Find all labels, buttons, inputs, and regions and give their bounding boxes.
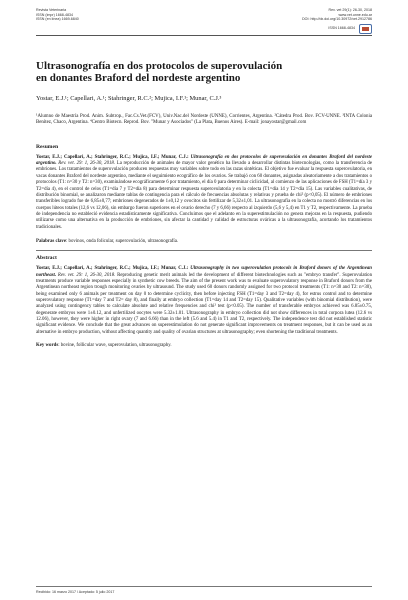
- resumen-citation-title: Ultrasonografía en dos protocolos de superovulación en donantes Braford del nordeste argentino.: [36, 154, 373, 167]
- resumen-body: La reproducción de animales de mayor valor genético ha llevado a desarrollar distintas biotecnologías, como la transferencia de embriones. Los tratamientos de superovulación producen respuestas muy variables sobre todo en las razas sintéticas. El objetivo fue evaluar la respuesta superovulatoria, en vacas donantes Braford del nordeste argentino, mediante el seguimiento ecográfico de los ovarios. Se trabajó con 60 donantes, asignadas aleatoriamente a dos tratamientos o protocolos (T1: n=30 y T2: n=30), examinándose ecográficamente 6 por tratamiento, el día 0 para determinar ciclicidad, al comienzo de las aplicaciones de FSH (T1=día 3 y T2=día 4), en el control de celos (T1=día 7 y T2=día 8) para determinar respuesta superovulatoria y en la colecta (T1=día 14 y T2=día 15). Las variables cualitativas, de distribución binomial, se analizaron mediante tablas de contingencia para el cálculo de frecuencias absolutas y relativas y prueba de chi² (p<0,05). El número de embriones transferibles logrado fue de 6,85±0,77; embriones degenerados de 1±0,12 y ovocitos sin fertilizar de 5,32±1,01. La ultrasonografía en la colecta no mostró diferencias en los cuerpos lúteos totales (12,6 vs 12,06), sin embargo fueron superiores en el ovario derecho (7 y 6,66) respecto al izquierdo (5,6 y 5,4) en T1 y T2, respectivamente. La prueba de independencia no estableció evidencia estadísticamente significativa. Concluimos que el adelanto en la superestimulación no genera mejoras en la respuesta, pudiendo utilizarse como una alternativa en la producción de embriones, sin afectar la cantidad y calidad de estructuras ováricas a la ultrasonografía, acortando los tratamientos tradicionales.: [36, 161, 372, 230]
- journal-info: [36, 8, 79, 34]
- key-words-text: : bovine, follicular wave, superovulation, ultrasonography.: [58, 343, 172, 349]
- issn-print: ISSN (impr) 1668-4834: [36, 12, 73, 17]
- article-title: [36, 60, 372, 85]
- key-words-label: Key words: [36, 343, 59, 349]
- logo-issn: ISSN 1668-4834: [328, 26, 355, 31]
- doi-link[interactable]: DOI: http://dx.doi.org/10.30972/vet.2912786: [302, 17, 372, 22]
- abstract-citation-ref: Rev. vet. 29: 1, 26-30, 2018.: [57, 272, 116, 278]
- palabras-clave-text: : bovinos, onda folicular, superovulación, ultrasonografía.: [66, 238, 179, 244]
- header-rule: [36, 35, 372, 36]
- journal-citation: Rev. vet 29(1): 26-30, 2018: [328, 8, 372, 12]
- received-accepted-dates: Recibido: 16 marzo 2017 / Aceptado: 5 julio 2017: [36, 586, 372, 594]
- authors: Yostar, E.J.¹; Capellari, A.¹; Stahringer, R.C.²; Mujica, I.F.¹; Munar, C.J.³: [36, 94, 222, 102]
- resumen-citation-ref: Rev. vet. 29: 1, 26-30, 2018.: [58, 161, 116, 167]
- issn-online: ISSN (en línea) 1669-6840: [36, 17, 79, 22]
- palabras-clave: [36, 239, 372, 245]
- section-divider: [36, 250, 372, 251]
- abstract-citation-authors: Yostar, E.J.; Capellari, A.; Stahringer, R.C.; Mujica, I.F.; Munar, C.J.:: [36, 266, 189, 272]
- palabras-clave-label: Palabras clave: [36, 238, 66, 244]
- abstract-body: Reproducing genetic merit animals led the development of different biotechnologies such as "embryo transfer". Superovulation treatments produce variable responses especially in synthetic cow breeds. The aim of the present work was to evaluate superovulatory response in Braford donors from the Argentinean northeast region trough monitoring ovaries by ultrasound. The study used 60 donors randomly assigned for two protocol treatments (T1: n=30 and T2: n=30), being examined only 6 animals per treatment on day 0 to determine cyclicity, then before injecting FSH (T1=day 3 and T2=day 4), for estrus control and to determine superovulatory response (T1=day 7 and T2= day 8), and finally at embryo collection (T1=day 14 and T2=day 15). Qualitative variables (with binomial distribution), were analyzed using contingency tables to calculate absolute and relative frequencies and chi² test (p<0.05). The number of transferable embryos achieved was 6.85±0.75, degenerate embryos were 1±0.12, and unfertilized oocytes were 5.32±1.01. Ultrasonography in embryo collection did not show differences in total corpora lutea (12.6 vs 12.06), however, they were higher in right ovary (7 and 6.66) than in the left (5.6 and 5.4) in T1 and T2, respectively. The independence test did not established statistic significant evidence. We conclude that the great advances on superestimulation do not generate significant improvements on treatment responses, but it can be used as an alternative in embryo production, without affecting quantity and quality of ovarian structures at ultrasonography; even shortening the traditional treatments.: [36, 272, 373, 335]
- abstract-text: [36, 266, 372, 336]
- citation-info: [302, 8, 372, 34]
- resumen-citation-authors: Yostar, E.J.; Capellari, A.; Stahringer, R.C.; Mujica, I.F.; Munar, C.J.:: [36, 154, 189, 160]
- key-words: [36, 343, 372, 349]
- abstract-citation-title: Ultrasonography in two superovulation protocols in Braford donors of the Argentinean northeast.: [36, 266, 372, 278]
- title-line-2: en donantes Braford del nordeste argentino: [36, 72, 241, 85]
- logo-row: [302, 24, 372, 34]
- affiliations: ¹Alumno de Maestría Prod. Anim. Subtrop., Fac.Cs.Vet.(FCV), Univ.Nac.del Nordeste (UNNE), Corrientes, Argentina. ²Cátedra Prod. Bov. FCV-UNNE. ³INTA Colonia Benítez, Chaco, Argentina. ⁴Centro Biotecn. Reprod. Bov. "Munar y Asociados" (La Plata, Buenos Aires). E-mail: jonayostar@gmail.com: [36, 113, 372, 126]
- journal-website[interactable]: www.vet.unne.edu.ar: [338, 12, 372, 17]
- journal-name: Revista Veterinaria: [36, 8, 67, 12]
- abstract-heading: Abstract: [36, 255, 57, 262]
- journal-header: [36, 8, 372, 34]
- resumen-heading: Resumen: [36, 143, 59, 150]
- title-line-1: Ultrasonografía en dos protocolos de superovulación: [36, 59, 283, 72]
- journal-logo-icon: [359, 24, 372, 34]
- resumen-text: [36, 155, 372, 231]
